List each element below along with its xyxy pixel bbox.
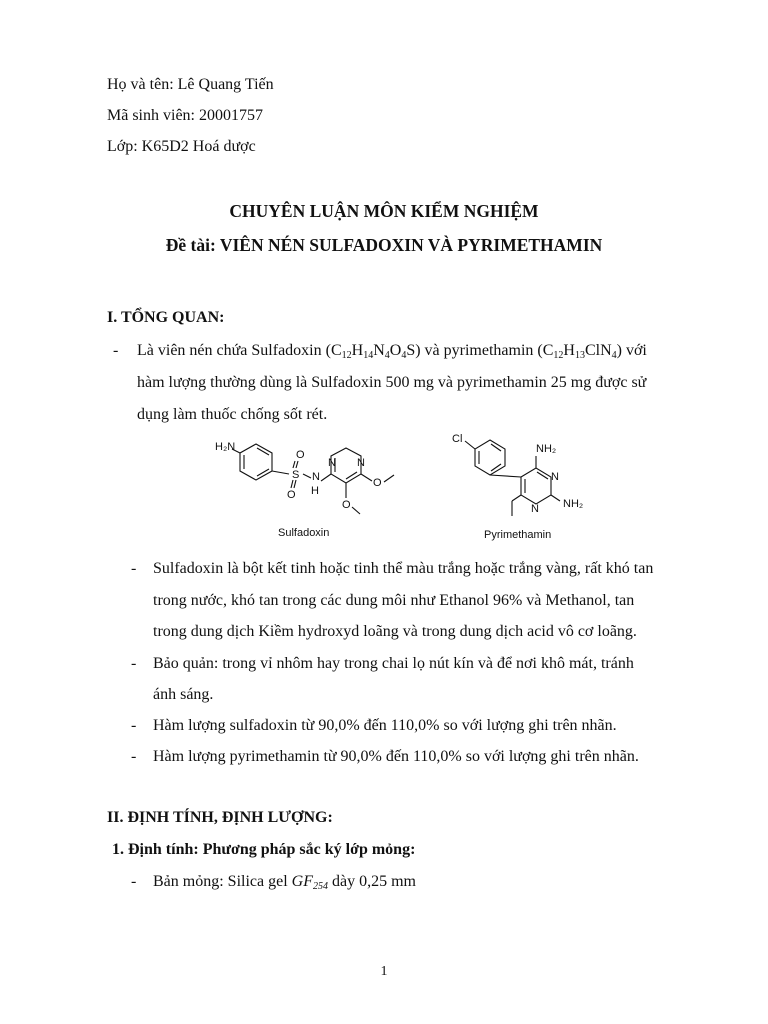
text: N <box>373 342 385 359</box>
bullet-1-line-2: trong nước, khó tan trong các dung môi như Ethanol 96% và Methanol, tan <box>153 592 635 609</box>
page-number: 1 <box>380 964 388 979</box>
subscript: 4 <box>384 350 390 361</box>
pyrimethamin-caption: Pyrimethamin <box>484 529 552 541</box>
atom-label: N <box>312 471 320 483</box>
bullet-dash: - <box>131 560 137 577</box>
bullet-dash: - <box>131 748 137 765</box>
subscript: 4 <box>401 350 407 361</box>
atom-label: NH₂ <box>563 498 584 510</box>
atom-label: O <box>296 449 305 461</box>
bullet-dash: - <box>113 342 119 359</box>
sulfadoxin-caption: Sulfadoxin <box>278 527 330 539</box>
text: Bản mỏng: Silica gel <box>153 873 292 890</box>
text: Là viên nén chứa Sulfadoxin (C <box>137 342 342 359</box>
subscript: 4 <box>611 350 617 361</box>
subscript: 254 <box>312 881 328 892</box>
document-topic <box>0 235 768 255</box>
subscript: 13 <box>574 350 585 361</box>
text: ) với <box>616 342 647 359</box>
student-id: Mã sinh viên: 20001757 <box>107 107 263 124</box>
bullet-1-line-3: trong dung dịch Kiềm hydroxyd loãng và trong dung dịch acid vô cơ loãng. <box>153 623 637 640</box>
bullet-dash: - <box>131 717 137 734</box>
topic-prefix: Đề tài: <box>165 235 216 255</box>
text: H <box>351 342 364 359</box>
subsection-1-heading: 1. Định tính: Phương pháp sắc ký lớp mỏng: <box>112 841 416 858</box>
text: H <box>563 342 575 359</box>
atom-label: O <box>342 499 351 511</box>
student-class: Lớp: K65D2 Hoá dược <box>107 138 256 155</box>
intro-line-3: dụng làm thuốc chống sốt rét. <box>137 406 328 423</box>
atom-label: N <box>531 503 539 515</box>
atom-label: Cl <box>452 433 463 445</box>
text: O <box>389 342 402 359</box>
intro-line-2: hàm lượng thường dùng là Sulfadoxin 500 mg và pyrimethamin 25 mg được sử <box>137 374 647 391</box>
bullet-2-line-2: ánh sáng. <box>153 686 214 703</box>
section-2-heading: II. ĐỊNH TÍNH, ĐỊNH LƯỢNG: <box>107 809 333 826</box>
plate-item <box>153 872 416 892</box>
subscript: 12 <box>553 350 564 361</box>
atom-label: O <box>287 489 296 501</box>
subscript: 14 <box>363 350 374 361</box>
atom-label: NH₂ <box>536 443 557 455</box>
subscript: 12 <box>341 350 352 361</box>
atom-label: N <box>551 471 559 483</box>
text: S) và pyrimethamin (C <box>406 342 554 359</box>
bullet-dash: - <box>131 873 137 890</box>
plate-type: GF <box>291 873 313 890</box>
atom-label: H₂N <box>215 441 236 453</box>
atom-label: S <box>292 469 300 481</box>
bullet-dash: - <box>131 655 137 672</box>
atom-label: N <box>357 457 365 469</box>
document-title: CHUYÊN LUẬN MÔN KIỂM NGHIỆM <box>229 201 539 221</box>
chemical-structures-figure <box>0 428 768 548</box>
section-1-heading: I. TỔNG QUAN: <box>107 309 225 326</box>
text: dày 0,25 mm <box>327 873 416 890</box>
bullet-1-line-1: Sulfadoxin là bột kết tinh hoặc tinh thể màu trắng hoặc trắng vàng, rất khó tan <box>153 560 654 577</box>
text: ClN <box>584 342 612 359</box>
atom-label: O <box>373 477 382 489</box>
bullet-3-line-1: Hàm lượng sulfadoxin từ 90,0% đến 110,0% so với lượng ghi trên nhãn. <box>153 717 617 734</box>
atom-label: N <box>328 457 336 469</box>
bullet-2-line-1: Bảo quản: trong vỉ nhôm hay trong chai lọ nút kín và để nơi khô mát, tránh <box>153 655 634 672</box>
topic-text: VIÊN NÉN SULFADOXIN VÀ PYRIMETHAMIN <box>215 235 603 255</box>
student-name: Họ và tên: Lê Quang Tiến <box>107 76 274 93</box>
intro-line-1 <box>137 341 647 361</box>
atom-label: H <box>311 485 319 497</box>
bullet-4-line-1: Hàm lượng pyrimethamin từ 90,0% đến 110,0% so với lượng ghi trên nhãn. <box>153 748 639 765</box>
